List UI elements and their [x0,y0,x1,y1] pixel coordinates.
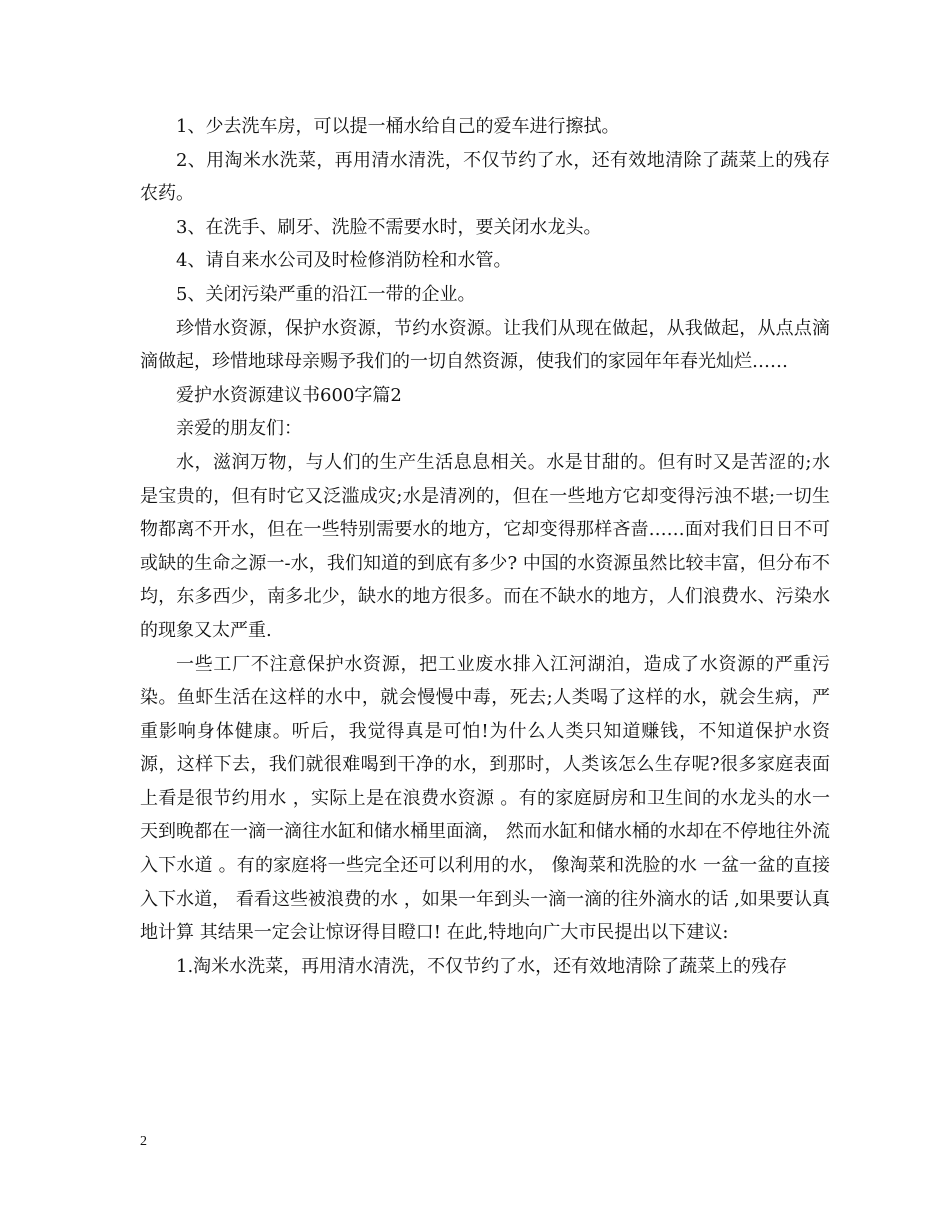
paragraph-suggestion-3: 3、在洗手、刷牙、洗脸不需要水时，要关闭水龙头。 [176,216,602,238]
paragraph-suggestion-1: 1、少去洗车房，可以提一桶水给自己的爱车进行擦拭。 [176,116,620,137]
document-body [140,110,830,983]
paragraph-suggestion-list-1: 1.淘米水洗菜，再用清水清洗，不仅节约了水，还有效地清除了蔬菜上的残存 [176,955,788,977]
paragraph-suggestion-5: 5、关闭污染严重的沿江一带的企业。 [176,283,476,305]
salutation: 亲爱的朋友们： [176,418,302,440]
section-heading: 爱护水资源建议书600字篇2 [176,384,402,406]
paragraph-pollution: 一些工厂不注意保护水资源，把工业废水排入江河湖泊，造成了水资源的严重污染。鱼虾生活在这样的水中，就会慢慢中毒，死去;人类喝了这样的水，就会生病，严重影响身体健康。听后，我觉得真是可怕!为什么人类只知道赚钱，不知道保护水资源，这样下去，我们就很难喝到干净的水，到那时，人类该怎么生存呢?很多家庭表面上看是很节约用水 ，实际上是在浪费水资源 。有的家庭厨房和卫生间的水龙头的水一天到晚都在一滴一滴往水缸和储水桶里面滴， 然而水缸和储水桶的水却在不停地往外流入下水道 。有的家庭将一些完全还可以利用的水， 像淘菜和洗脸的水 一盆一盆的直接 入下水道， 看看这些被浪费的水 ，如果一年到头一滴一滴的往外滴水的话 ,如果要认真地计算 其结果一定会让惊讶得目瞪口! 在此,特地向广大市民提出以下建议: [140,653,830,944]
paragraph-suggestion-2: 2、用淘米水洗菜，再用清水清洗，不仅节约了水，还有效地清除了蔬菜上的残存农药。 [140,149,830,205]
paragraph-suggestion-4: 4、请自来水公司及时检修消防栓和水管。 [176,250,512,272]
paragraph-conclusion: 珍惜水资源，保护水资源，节约水资源。让我们从现在做起，从我做起，从点点滴滴做起，珍惜地球母亲赐予我们的一切自然资源，使我们的家园年年春光灿烂…… [140,317,830,373]
paragraph-water-intro: 水，滋润万物，与人们的生产生活息息相关。水是甘甜的。但有时又是苦涩的;水是宝贵的，但有时它又泛滥成灾;水是清冽的，但在一些地方它却变得污浊不堪;一切生物都离不开水，但在一些特别需要水的地方，它却变得那样吝啬……面对我们日日不可或缺的生命之源一-水，我们知道的到底有多少? 中国的水资源虽然比较丰富，但分布不均，东多西少，南多北少，缺水的地方很多。而在不缺水的地方，人们浪费水、污染水的现象又太严重. [140,451,830,641]
page-number: 2 [140,1134,147,1149]
